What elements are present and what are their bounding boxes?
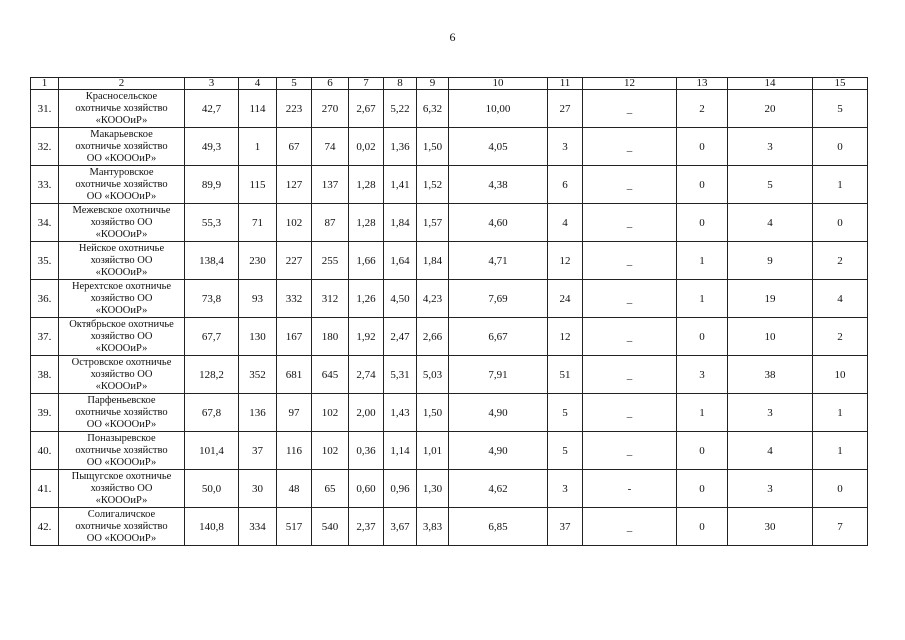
value-cell: _ [583,204,677,242]
value-cell: 89,9 [185,166,239,204]
value-cell: 0 [677,128,728,166]
value-cell: 2 [813,242,868,280]
value-cell: 0,36 [349,432,384,470]
value-cell: 50,0 [185,470,239,508]
farm-name-line: хозяйство ОО [90,368,153,380]
value-cell: 12 [548,242,583,280]
row-number-cell: 42. [31,508,59,546]
value-cell: 2 [677,90,728,128]
value-cell: 1,84 [417,242,449,280]
row-number-cell: 32. [31,128,59,166]
value-cell: 10,00 [449,90,548,128]
value-cell: 130 [239,318,277,356]
value-cell: 1 [239,128,277,166]
farm-name-line: ОО «КОООиР» [86,456,157,468]
value-cell: 1,30 [417,470,449,508]
value-cell: 0 [677,318,728,356]
value-cell: 4,60 [449,204,548,242]
farm-name-line: «КОООиР» [95,266,148,278]
value-cell: 1,52 [417,166,449,204]
value-cell: 3 [677,356,728,394]
header-cell: 10 [449,78,548,90]
value-cell: 4,90 [449,394,548,432]
value-cell: 4,23 [417,280,449,318]
value-cell: 270 [312,90,349,128]
value-cell: 1,92 [349,318,384,356]
value-cell: 0,02 [349,128,384,166]
value-cell: 0 [677,166,728,204]
value-cell: 223 [277,90,312,128]
value-cell: 0 [813,204,868,242]
value-cell: 7,69 [449,280,548,318]
farm-name-line: охотничье хозяйство [75,406,168,418]
row-number-cell: 36. [31,280,59,318]
farm-name-cell [59,470,185,508]
value-cell: 65 [312,470,349,508]
header-cell: 8 [384,78,417,90]
farm-name-line: Солигаличское [87,508,156,520]
value-cell: 1,50 [417,128,449,166]
value-cell: _ [583,128,677,166]
farm-name-cell [59,128,185,166]
value-cell: 1,28 [349,166,384,204]
value-cell: 3 [728,128,813,166]
value-cell: 5 [813,90,868,128]
value-cell: 517 [277,508,312,546]
value-cell: 7,91 [449,356,548,394]
value-cell: 2,37 [349,508,384,546]
value-cell: 6,32 [417,90,449,128]
value-cell: 6 [548,166,583,204]
hunting-farms-table [30,77,868,546]
farm-name-line: Межевское охотничье [72,204,171,216]
value-cell: 3,83 [417,508,449,546]
farm-name-cell [59,242,185,280]
row-number-cell: 31. [31,90,59,128]
value-cell: _ [583,394,677,432]
value-cell: 1,64 [384,242,417,280]
value-cell: 138,4 [185,242,239,280]
value-cell: 49,3 [185,128,239,166]
header-cell: 13 [677,78,728,90]
table-row [31,356,868,394]
value-cell: 0,60 [349,470,384,508]
value-cell: - [583,470,677,508]
value-cell: 1,43 [384,394,417,432]
farm-name-line: охотничье хозяйство [75,444,168,456]
row-number-cell: 35. [31,242,59,280]
farm-name-line: Красносельское [85,90,158,102]
value-cell: 67,8 [185,394,239,432]
farm-name-line: охотничье хозяйство [75,102,168,114]
farm-name-line: «КОООиР» [95,228,148,240]
table-row [31,128,868,166]
value-cell: 93 [239,280,277,318]
value-cell: 4 [728,204,813,242]
value-cell: 10 [813,356,868,394]
value-cell: 1,50 [417,394,449,432]
value-cell: 6,67 [449,318,548,356]
value-cell: 67 [277,128,312,166]
farm-name-line: хозяйство ОО [90,254,153,266]
value-cell: 0 [813,470,868,508]
value-cell: 1 [677,394,728,432]
value-cell: 5,31 [384,356,417,394]
farm-name-line: охотничье хозяйство [75,178,168,190]
header-cell: 9 [417,78,449,90]
header-row [31,78,868,90]
value-cell: 128,2 [185,356,239,394]
value-cell: 4 [548,204,583,242]
value-cell: 51 [548,356,583,394]
header-cell: 7 [349,78,384,90]
farm-name-cell [59,508,185,546]
value-cell: 4 [813,280,868,318]
value-cell: 1,66 [349,242,384,280]
value-cell: 114 [239,90,277,128]
value-cell: 48 [277,470,312,508]
value-cell: 3 [728,470,813,508]
value-cell: _ [583,432,677,470]
farm-name-line: хозяйство ОО [90,216,153,228]
value-cell: 255 [312,242,349,280]
value-cell: 4 [728,432,813,470]
value-cell: 3 [728,394,813,432]
value-cell: 136 [239,394,277,432]
value-cell: 55,3 [185,204,239,242]
table-row [31,318,868,356]
value-cell: 4,71 [449,242,548,280]
value-cell: 137 [312,166,349,204]
value-cell: 1 [677,242,728,280]
table-row [31,432,868,470]
farm-name-line: «КОООиР» [95,342,148,354]
value-cell: 12 [548,318,583,356]
farm-name-cell [59,356,185,394]
header-cell: 5 [277,78,312,90]
value-cell: 1,36 [384,128,417,166]
value-cell: 71 [239,204,277,242]
value-cell: 5 [548,432,583,470]
value-cell: 0 [677,470,728,508]
value-cell: 5 [728,166,813,204]
value-cell: 4,62 [449,470,548,508]
farm-name-line: ОО «КОООиР» [86,532,157,544]
value-cell: 1 [813,432,868,470]
value-cell: 332 [277,280,312,318]
farm-name-line: Островское охотничье [71,356,172,368]
value-cell: 2,47 [384,318,417,356]
farm-name-line: Нерехтское охотничье [71,280,172,292]
value-cell: _ [583,318,677,356]
value-cell: _ [583,242,677,280]
row-number-cell: 33. [31,166,59,204]
header-cell: 4 [239,78,277,90]
value-cell: 38 [728,356,813,394]
value-cell: 102 [312,432,349,470]
value-cell: 1,26 [349,280,384,318]
value-cell: 5,22 [384,90,417,128]
farm-name-line: Парфеньевское [87,394,156,406]
header-cell: 11 [548,78,583,90]
row-number-cell: 41. [31,470,59,508]
value-cell: 1 [813,394,868,432]
value-cell: 3 [548,128,583,166]
farm-name-line: Нейское охотничье [78,242,165,254]
table-row [31,280,868,318]
value-cell: 1 [813,166,868,204]
value-cell: 30 [728,508,813,546]
farm-name-line: «КОООиР» [95,114,148,126]
value-cell: 0 [677,432,728,470]
value-cell: 4,05 [449,128,548,166]
farm-name-line: Мантуровское [89,166,154,178]
value-cell: 681 [277,356,312,394]
farm-name-line: хозяйство ОО [90,330,153,342]
row-number-cell: 34. [31,204,59,242]
value-cell: 116 [277,432,312,470]
value-cell: 101,4 [185,432,239,470]
farm-name-cell [59,166,185,204]
farm-name-line: хозяйство ОО [90,482,153,494]
value-cell: _ [583,90,677,128]
value-cell: 5,03 [417,356,449,394]
value-cell: 37 [548,508,583,546]
value-cell: 74 [312,128,349,166]
header-cell: 12 [583,78,677,90]
value-cell: 20 [728,90,813,128]
value-cell: 42,7 [185,90,239,128]
farm-name-cell [59,394,185,432]
value-cell: 140,8 [185,508,239,546]
farm-name-line: ОО «КОООиР» [86,152,157,164]
value-cell: 27 [548,90,583,128]
value-cell: _ [583,166,677,204]
farm-name-cell [59,90,185,128]
value-cell: 227 [277,242,312,280]
value-cell: 97 [277,394,312,432]
farm-name-line: «КОООиР» [95,304,148,316]
value-cell: 2,66 [417,318,449,356]
value-cell: 115 [239,166,277,204]
farm-name-line: Макарьевское [90,128,153,140]
farm-name-cell [59,280,185,318]
header-cell: 15 [813,78,868,90]
value-cell: 19 [728,280,813,318]
value-cell: 0 [813,128,868,166]
farm-name-line: «КОООиР» [95,494,148,506]
value-cell: 3,67 [384,508,417,546]
value-cell: 645 [312,356,349,394]
row-number-cell: 38. [31,356,59,394]
table-body [31,90,868,546]
value-cell: 127 [277,166,312,204]
row-number-cell: 40. [31,432,59,470]
value-cell: _ [583,280,677,318]
value-cell: 37 [239,432,277,470]
value-cell: 1,14 [384,432,417,470]
value-cell: 230 [239,242,277,280]
value-cell: 334 [239,508,277,546]
value-cell: 4,50 [384,280,417,318]
value-cell: 2,67 [349,90,384,128]
farm-name-line: «КОООиР» [95,380,148,392]
table-row [31,90,868,128]
value-cell: 30 [239,470,277,508]
table-row [31,394,868,432]
row-number-cell: 39. [31,394,59,432]
page-number: 6 [449,30,456,44]
value-cell: 87 [312,204,349,242]
header-cell: 1 [31,78,59,90]
table-row [31,166,868,204]
value-cell: 180 [312,318,349,356]
value-cell: 9 [728,242,813,280]
value-cell: 540 [312,508,349,546]
table-row [31,242,868,280]
value-cell: 73,8 [185,280,239,318]
table-row [31,508,868,546]
value-cell: 7 [813,508,868,546]
farm-name-line: хозяйство ОО [90,292,153,304]
value-cell: 2 [813,318,868,356]
value-cell: _ [583,356,677,394]
value-cell: 102 [277,204,312,242]
farm-name-line: охотничье хозяйство [75,520,168,532]
value-cell: 1,57 [417,204,449,242]
farm-name-line: ОО «КОООиР» [86,190,157,202]
value-cell: 0 [677,204,728,242]
farm-name-line: Октябрьское охотничье [69,318,174,330]
value-cell: 1,84 [384,204,417,242]
table-row [31,204,868,242]
value-cell: 1,41 [384,166,417,204]
value-cell: 5 [548,394,583,432]
value-cell: 1,28 [349,204,384,242]
value-cell: 1,01 [417,432,449,470]
value-cell: 102 [312,394,349,432]
value-cell: 2,00 [349,394,384,432]
value-cell: 1 [677,280,728,318]
row-number-cell: 37. [31,318,59,356]
value-cell: 4,38 [449,166,548,204]
farm-name-line: охотничье хозяйство [75,140,168,152]
value-cell: 312 [312,280,349,318]
value-cell: 0 [677,508,728,546]
header-cell: 6 [312,78,349,90]
farm-name-line: Пыщугское охотничье [71,470,172,482]
value-cell: 67,7 [185,318,239,356]
farm-name-cell [59,204,185,242]
farm-name-cell [59,318,185,356]
value-cell: _ [583,508,677,546]
header-cell: 14 [728,78,813,90]
table-row [31,470,868,508]
value-cell: 3 [548,470,583,508]
header-cell: 3 [185,78,239,90]
value-cell: 24 [548,280,583,318]
value-cell: 2,74 [349,356,384,394]
value-cell: 0,96 [384,470,417,508]
farm-name-cell [59,432,185,470]
value-cell: 4,90 [449,432,548,470]
value-cell: 352 [239,356,277,394]
value-cell: 10 [728,318,813,356]
farm-name-line: Поназыревское [87,432,156,444]
farm-name-line: ОО «КОООиР» [86,418,157,430]
header-cell: 2 [59,78,185,90]
value-cell: 167 [277,318,312,356]
value-cell: 6,85 [449,508,548,546]
